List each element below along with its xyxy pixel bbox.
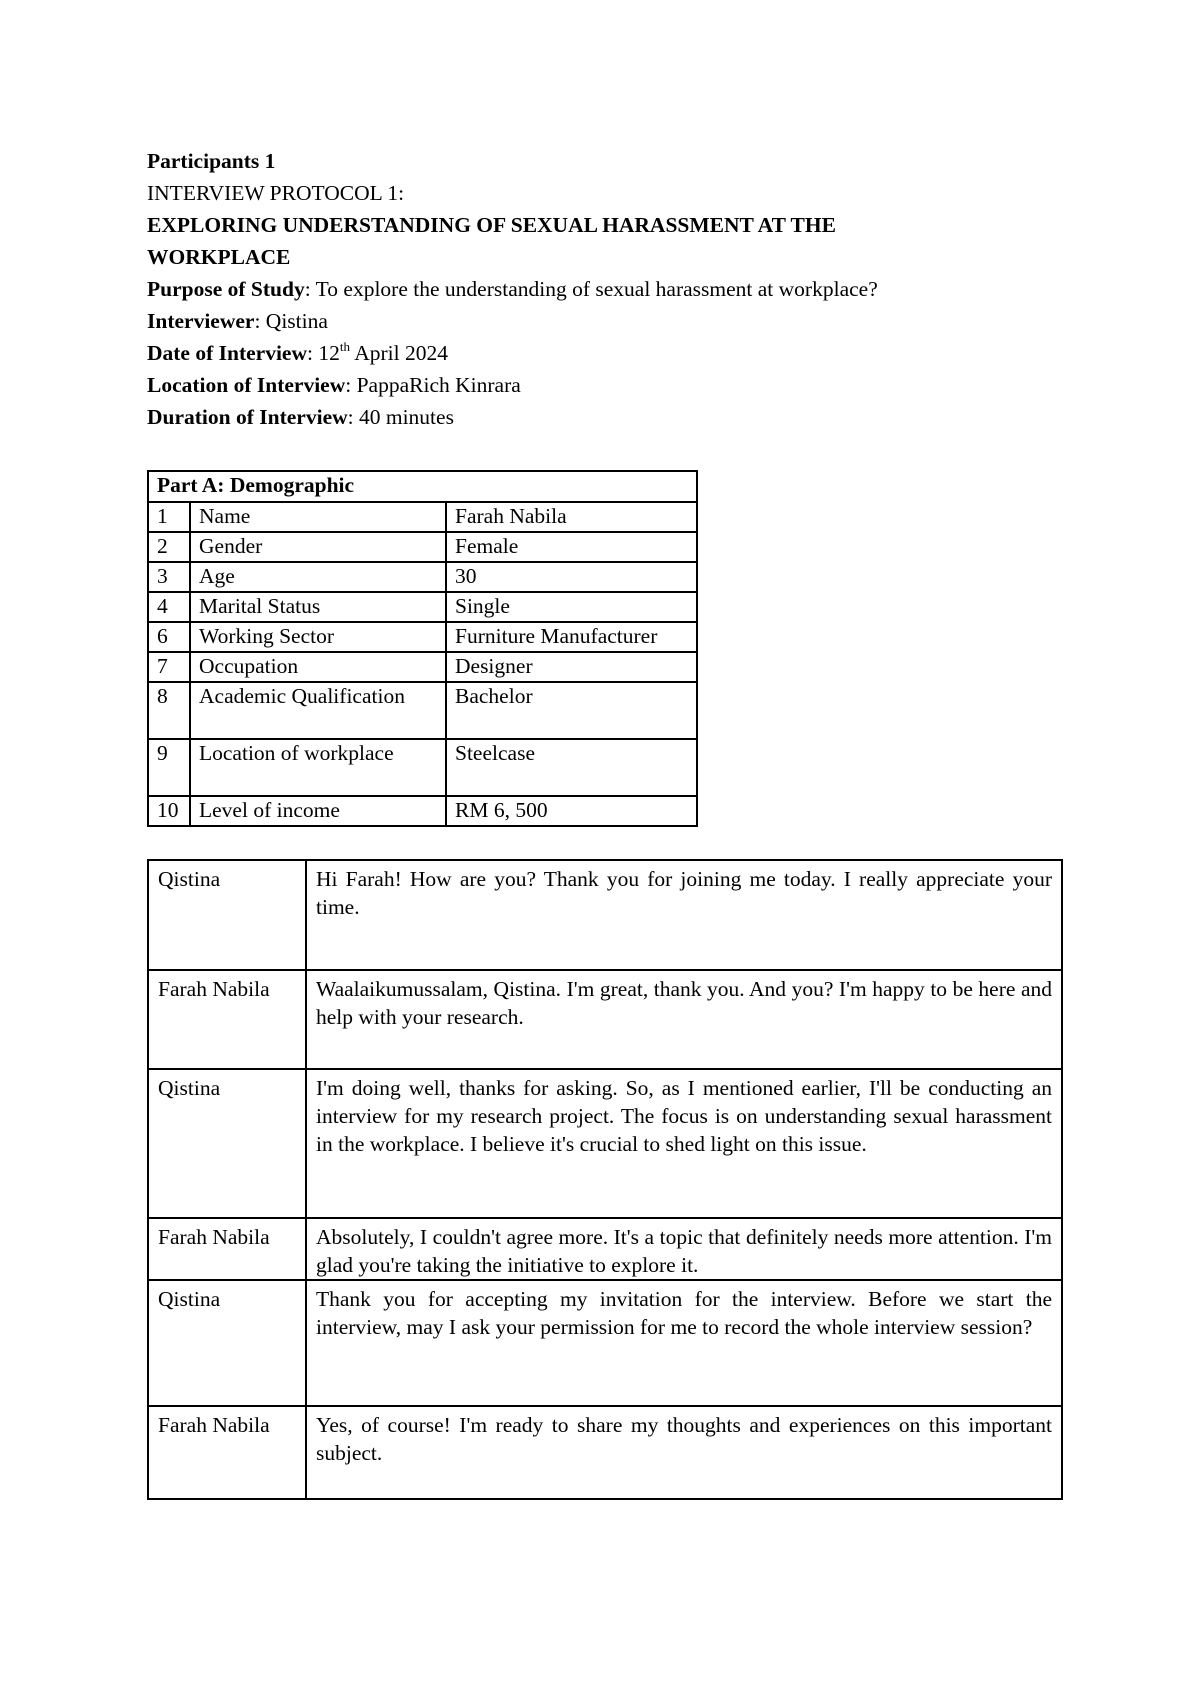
field-value: Designer: [446, 652, 697, 682]
table-row: [148, 592, 697, 622]
field-name: Age: [190, 562, 446, 592]
speaker-name: Farah Nabila: [148, 1406, 306, 1499]
table-row: [148, 739, 697, 796]
interview-transcript-table: [147, 859, 1063, 1500]
table-row: [148, 532, 697, 562]
speaker-name: Farah Nabila: [148, 1218, 306, 1280]
table-row: [148, 562, 697, 592]
field-value: RM 6, 500: [446, 796, 697, 826]
transcript-row: [148, 1280, 1062, 1406]
utterance-text: Absolutely, I couldn't agree more. It's a topic that definitely needs more attention. I'm glad you're taking the initiative to explore it.: [306, 1218, 1062, 1280]
field-name: Location of workplace: [190, 739, 446, 796]
purpose-value: : To explore the understanding of sexual harassment at workplace?: [304, 277, 878, 301]
study-title-line2: WORKPLACE: [147, 245, 291, 269]
field-value: Single: [446, 592, 697, 622]
speaker-name: Farah Nabila: [148, 970, 306, 1069]
purpose-label: Purpose of Study: [147, 277, 305, 301]
transcript-row: [148, 1218, 1062, 1280]
interviewer-line: [147, 305, 1067, 337]
field-value: Bachelor: [446, 682, 697, 739]
location-line: [147, 369, 1067, 401]
purpose-line: [147, 273, 1067, 305]
table-row: [148, 796, 697, 826]
field-name: Level of income: [190, 796, 446, 826]
utterance-text: I'm doing well, thanks for asking. So, as I mentioned earlier, I'll be conducting an interview for my research project. The focus is on understanding sexual harassment in the workplace. I believe it's crucial to shed light on this issue.: [306, 1069, 1062, 1218]
date-value-pre: : 12: [307, 341, 340, 365]
utterance-text: Hi Farah! How are you? Thank you for joining me today. I really appreciate your time.: [306, 860, 1062, 970]
field-value: Furniture Manufacturer: [446, 622, 697, 652]
table-row: [148, 622, 697, 652]
speaker-name: Qistina: [148, 1069, 306, 1218]
row-number: 6: [148, 622, 190, 652]
field-name: Working Sector: [190, 622, 446, 652]
field-value: Steelcase: [446, 739, 697, 796]
table-row: [148, 502, 697, 532]
study-title-line1: EXPLORING UNDERSTANDING OF SEXUAL HARASSMENT AT THE: [147, 213, 836, 237]
participant-label: Participants 1: [147, 149, 276, 173]
table-row: [148, 652, 697, 682]
date-value-sup: th: [339, 339, 350, 354]
transcript-row: [148, 970, 1062, 1069]
speaker-name: Qistina: [148, 860, 306, 970]
duration-label: Duration of Interview: [147, 405, 348, 429]
field-value: Female: [446, 532, 697, 562]
interviewer-label: Interviewer: [147, 309, 255, 333]
demographic-heading: Part A: Demographic: [148, 471, 697, 502]
transcript-row: [148, 860, 1062, 970]
speaker-name: Qistina: [148, 1280, 306, 1406]
row-number: 10: [148, 796, 190, 826]
utterance-text: Waalaikumussalam, Qistina. I'm great, thank you. And you? I'm happy to be here and help with your research.: [306, 970, 1062, 1069]
row-number: 1: [148, 502, 190, 532]
field-value: 30: [446, 562, 697, 592]
field-name: Marital Status: [190, 592, 446, 622]
row-number: 8: [148, 682, 190, 739]
field-name: Gender: [190, 532, 446, 562]
field-name: Name: [190, 502, 446, 532]
row-number: 4: [148, 592, 190, 622]
protocol-title: INTERVIEW PROTOCOL 1:: [147, 181, 405, 205]
interviewer-value: : Qistina: [254, 309, 328, 333]
utterance-text: Yes, of course! I'm ready to share my thoughts and experiences on this important subject.: [306, 1406, 1062, 1499]
location-label: Location of Interview: [147, 373, 346, 397]
duration-line: [147, 401, 1067, 433]
row-number: 2: [148, 532, 190, 562]
row-number: 3: [148, 562, 190, 592]
transcript-row: [148, 1406, 1062, 1499]
demographic-table: [147, 470, 698, 827]
date-label: Date of Interview: [147, 341, 308, 365]
date-value-post: April 2024: [350, 341, 448, 365]
document-header: [147, 145, 1067, 433]
table-row: [148, 682, 697, 739]
date-line: [147, 337, 1067, 369]
transcript-row: [148, 1069, 1062, 1218]
row-number: 7: [148, 652, 190, 682]
location-value: : PappaRich Kinrara: [345, 373, 521, 397]
field-value: Farah Nabila: [446, 502, 697, 532]
field-name: Academic Qualification: [190, 682, 446, 739]
row-number: 9: [148, 739, 190, 796]
field-name: Occupation: [190, 652, 446, 682]
duration-value: : 40 minutes: [347, 405, 454, 429]
utterance-text: Thank you for accepting my invitation for the interview. Before we start the interview, may I ask your permission for me to record the whole interview session?: [306, 1280, 1062, 1406]
